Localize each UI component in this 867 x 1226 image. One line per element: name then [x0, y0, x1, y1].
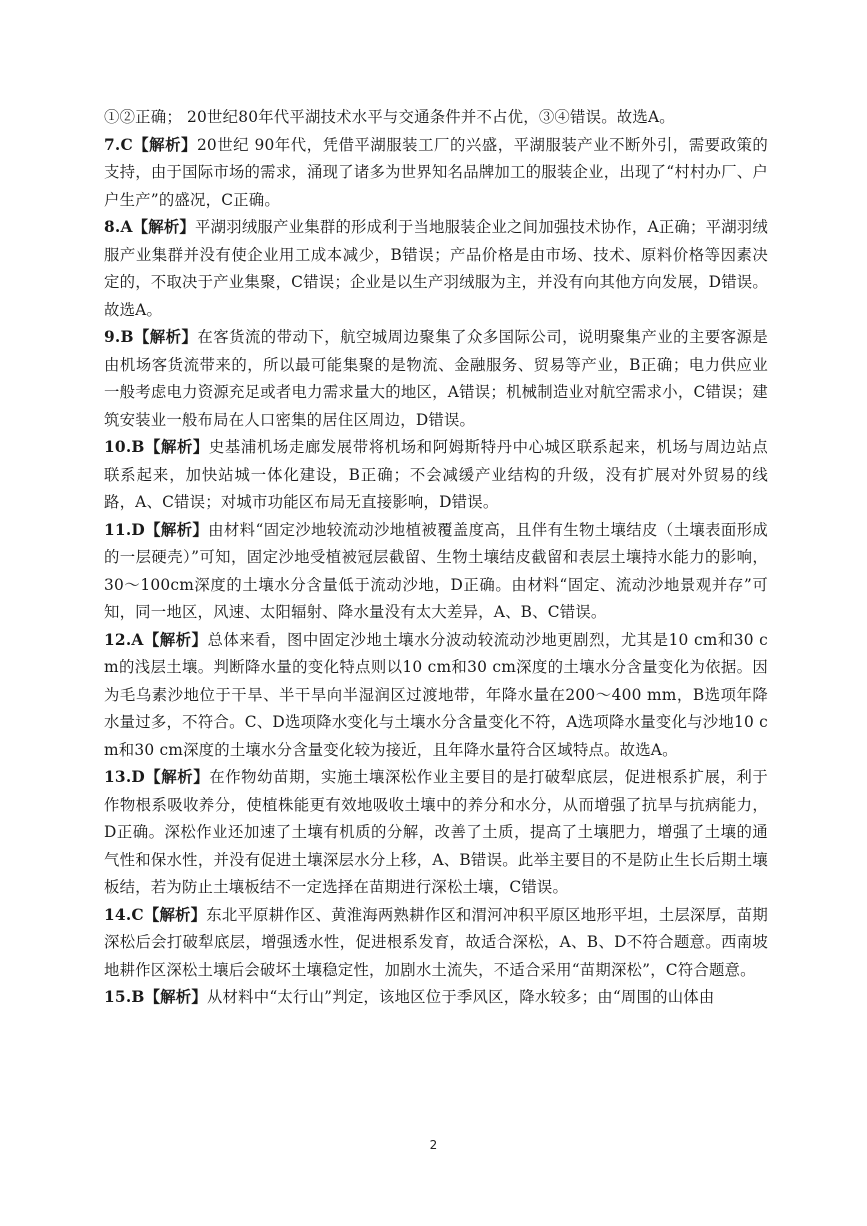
answer-9-explanation: 9.B【解析】在客货流的带动下，航空城周边聚集了众多国际公司，说明聚集产业的主要客源是由机场客货流带来的，所以最可能集聚的是物流、金融服务、贸易等产业，B正确；电力供应业一般考虑电力资源充足或者电力需求量大的地区，A错误；机械制造业对航空需求小，C错误；建筑安装业一般布局在人口密集的居住区周边，D错误。: [104, 328, 768, 429]
answer-label: 10.B【解析】: [104, 438, 209, 456]
answer-7-explanation: 7.C【解析】20世纪 90年代，凭借平湖服装工厂的兴盛，平湖服装产业不断外引，需要政策的支持，由于国际市场的需求，涌现了诸多为世界知名品牌加工的服装企业，出现了“村村办厂、户户生产”的盛况，C正确。: [104, 135, 769, 209]
answer-label: 8.A【解析】: [104, 218, 196, 236]
answer-10-explanation: 10.B【解析】史基浦机场走廊发展带将机场和阿姆斯特丹中心城区联系起来，机场与周边站点联系起来，加快站城一体化建设，B正确；不会减缓产业结构的升级，没有扩展对外贸易的线路，A、C错误；对城市功能区布局无直接影响，D错误。: [104, 438, 768, 511]
answer-label: 14.C【解析】: [104, 905, 207, 924]
answer-15-explanation: 15.B【解析】从材料中“太行山”判定，该地区位于季风区，降水较多；由“周围的山体由: [104, 988, 715, 1006]
answer-12-explanation: 12.A【解析】总体来看，图中固定沙地土壤水分波动较流动沙地更剧烈，尤其是10 cm和30 cm的浅层土壤。判断降水量的变化特点则以10 cm和30 cm深度的土壤水分含量变化为依据。因为毛乌素沙地位于干旱、半干旱向半湿润区过渡地带，年降水量在200～400 mm，B选项年降水量过多，不符合。C、D选项降水变化与土壤水分含量变化不符，A选项降水量变化与沙地10 cm和30 cm深度的土壤水分含量变化较为接近，且年降水量符合区域特点。故选A。: [104, 630, 768, 759]
answer-13-explanation: 13.D【解析】在作物幼苗期，实施土壤深松作业主要目的是打破犁底层，促进根系扩展，利于作物根系吸收养分，使植株能更有效地吸收土壤中的养分和水分，从而增强了抗旱与抗病能力，D正确。深松作业还加速了土壤有机质的分解，改善了土质，提高了土壤肥力，增强了土壤的通气性和保水性，并没有促进土壤深层水分上移，A、B错误。此举主要目的不是防止生长后期土壤板结，若为防止土壤板结不一定选择在苗期进行深松土壤，C错误。: [104, 768, 768, 896]
answer-label: 13.D【解析】: [104, 768, 210, 786]
answer-explanations: [104, 104, 768, 1012]
answer-label: 12.A【解析】: [104, 630, 208, 649]
page-number: 2: [429, 1138, 438, 1152]
answer-label: 7.C【解析】: [104, 135, 197, 154]
answer-8-explanation: 8.A【解析】平湖羽绒服产业集群的形成利于当地服装企业之间加强技术协作，A正确；平湖羽绒服产业集群并没有使企业用工成本减少，B错误；产品价格是由市场、技术、原料价格等因素决定的，不取决于产业集聚，C错误；企业是以生产羽绒服为主，并没有向其他方向发展，D错误。故选A。: [104, 218, 768, 319]
answer-label: 9.B【解析】: [104, 328, 198, 346]
answer-11-explanation: 11.D【解析】由材料“固定沙地较流动沙地植被覆盖度高，且伴有生物土壤结皮（土壤表面形成的一层硬壳）”可知，固定沙地受植被冠层截留、生物土壤结皮截留和表层土壤持水能力的影响，30～100cm深度的土壤水分含量低于流动沙地，D正确。由材料“固定、流动沙地景观并存”可知，同一地区，风速、太阳辐射、降水量没有太大差异，A、B、C错误。: [104, 520, 768, 621]
answer-label: 11.D【解析】: [104, 520, 209, 539]
answer-label: 15.B【解析】: [104, 988, 207, 1006]
paragraph-continuation: ①②正确； 20世纪80年代平湖技术水平与交通条件并不占优，③④错误。故选A。: [104, 108, 675, 126]
answer-14-explanation: 14.C【解析】东北平原耕作区、黄淮海两熟耕作区和渭河冲积平原区地形平坦，土层深厚，苗期深松后会打破犁底层，增强透水性，促进根系发育，故适合深松，A、B、D不符合题意。西南坡地耕作区深松土壤后会破坏土壤稳定性，加剧水土流失，不适合采用“苗期深松”，C符合题意。: [104, 905, 768, 979]
